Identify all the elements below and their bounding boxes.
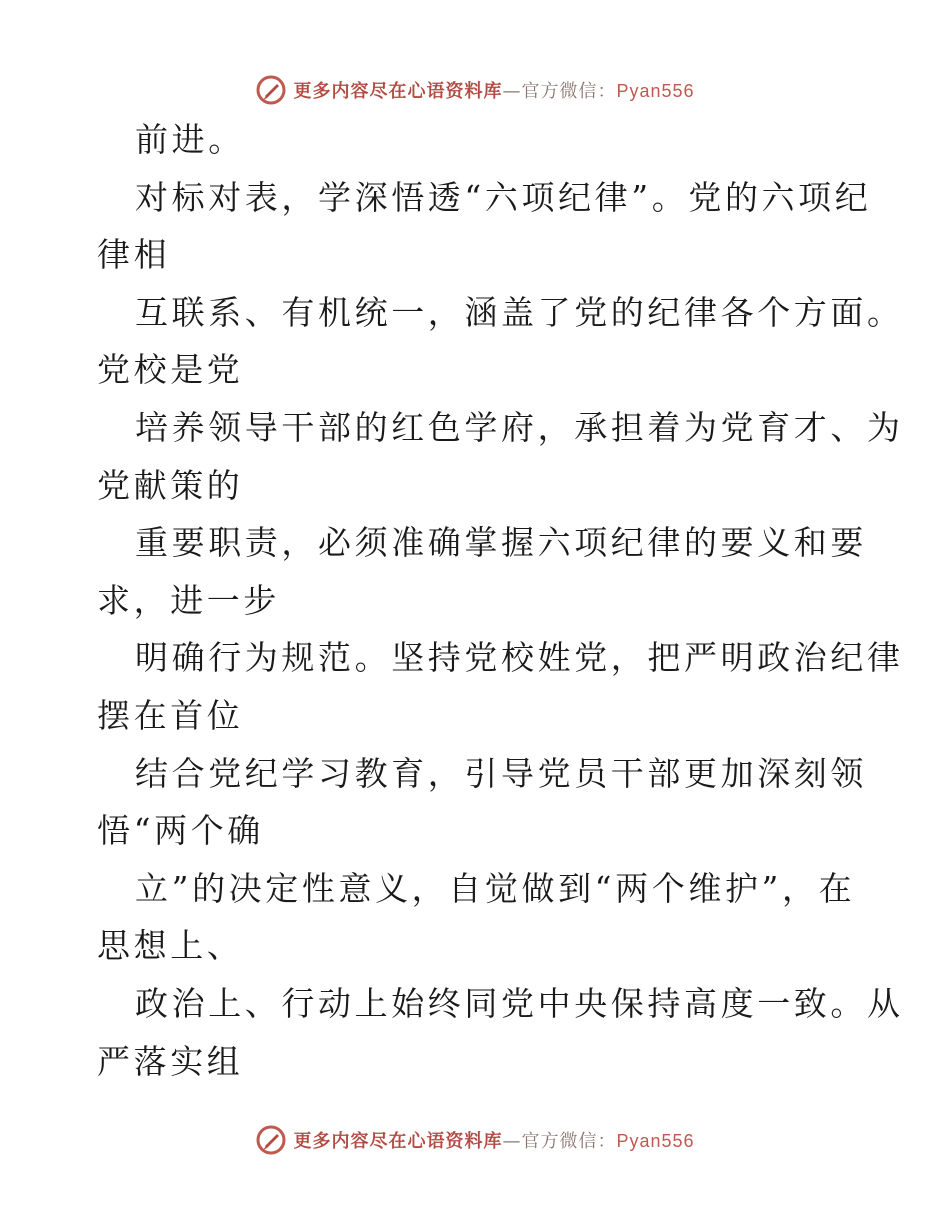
watermark-id: Pyan556	[616, 81, 695, 101]
body-text-line: 党献策的	[97, 465, 244, 505]
watermark-brand: 更多内容尽在心语资料库	[293, 81, 503, 102]
body-text-line: 求，进一步	[97, 580, 280, 620]
watermark-brand: 更多内容尽在心语资料库	[293, 1131, 503, 1152]
watermark-official: 官方微信：	[521, 81, 617, 102]
body-text-line: 悟“两个确	[97, 811, 264, 851]
body-text-line: 政治上、行动上始终同党中央保持高度一致。从	[135, 984, 904, 1023]
body-text-line: 严落实组	[97, 1041, 244, 1081]
body-text-line: 互联系、有机统一，涵盖了党的纪律各个方面。	[135, 292, 904, 332]
body-text-line: 结合党纪学习教育，引导党员干部更加深刻领	[135, 753, 867, 793]
footer-watermark	[0, 1120, 950, 1160]
body-text-line: 律相	[97, 235, 171, 275]
body-text-line: 立”的决定性意义，自觉做到“两个维护”，在	[135, 868, 856, 908]
body-text-line: 培养领导干部的红色学府，承担着为党育才、为	[135, 408, 904, 447]
watermark-separator: —	[502, 1131, 522, 1152]
watermark-separator: —	[502, 81, 522, 102]
body-text-line: 对标对表，学深悟透“六项纪律”。党的六项纪	[135, 177, 872, 217]
pen-logo-icon	[255, 1124, 287, 1156]
body-text-line: 明确行为规范。坚持党校姓党，把严明政治纪律	[135, 638, 904, 678]
watermark-official: 官方微信：	[521, 1131, 617, 1152]
body-text-line: 思想上、	[97, 926, 244, 966]
watermark-text	[293, 77, 694, 103]
watermark-id: Pyan556	[616, 1131, 695, 1151]
header-watermark	[0, 70, 950, 110]
body-text-line: 重要职责，必须准确掌握六项纪律的要义和要	[135, 523, 867, 563]
pen-logo-icon	[255, 74, 287, 106]
body-text-line: 前进。	[135, 120, 245, 159]
body-text-line: 党校是党	[97, 350, 244, 390]
body-text-line: 摆在首位	[97, 696, 244, 735]
watermark-text	[293, 1127, 694, 1153]
